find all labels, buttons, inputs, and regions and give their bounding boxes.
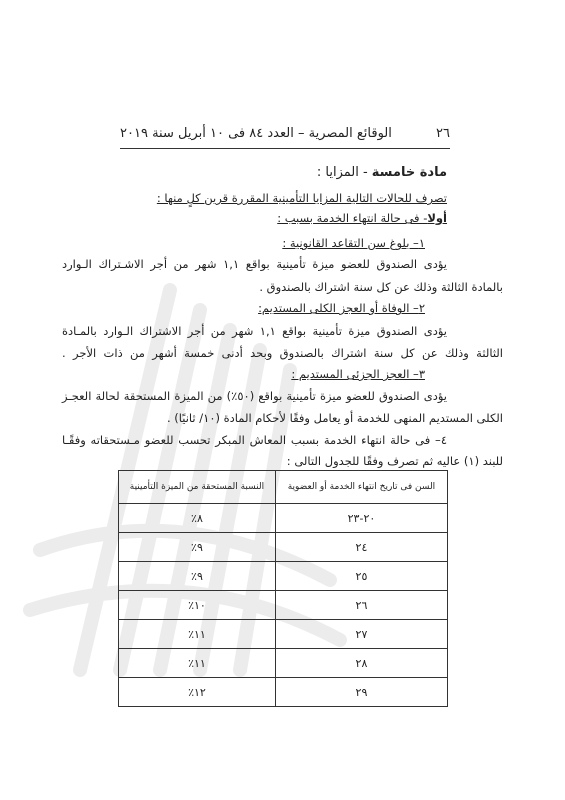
item-3-line-2: الكلى المستديم المنهى للخدمة أو يعامل وفقًا لأحكام المادة (١٠/ ثانيًا) . [166, 411, 503, 425]
item-2-line-1: يؤدى الصندوق ميزة تأمينية بواقع ١,١ شهر من أجر الاشتراك الـوارد بالمـادة [62, 324, 447, 338]
cell-age: ٢٧ [275, 620, 447, 649]
item-1-line-2: بالمادة الثالثة وذلك عن كل سنة اشتراك بالصندوق . [259, 280, 503, 294]
cell-percent: ٩٪ [119, 533, 276, 562]
table-row [119, 591, 448, 620]
table-row [119, 620, 448, 649]
page-header [120, 126, 450, 146]
item-4-line-2: للبند (١) عاليه ثم تصرف وفقًا للجدول التالى : [286, 454, 503, 468]
cell-age: ٢٩ [275, 678, 447, 707]
cell-percent: ٩٪ [119, 562, 276, 591]
table-row [119, 504, 448, 533]
benefit-table [118, 470, 448, 707]
cell-percent: ١١٪ [119, 649, 276, 678]
table-row [119, 678, 448, 707]
item-2-title: ٢– الوفاة أو العجز الكلى المستديم: [258, 301, 425, 315]
table-row [119, 533, 448, 562]
page-number: ٢٦ [436, 126, 450, 141]
section-first-bold: أولا [427, 211, 447, 225]
cell-age: ٢٦ [275, 591, 447, 620]
cell-percent: ٨٪ [119, 504, 276, 533]
article-intro: تصرف للحالات التالية المزايا التأمينية المقررة قرين كلٍ منها : [156, 191, 447, 205]
item-1-line-1: يؤدى الصندوق للعضو ميزة تأمينية بواقع ١,١ شهر من أجر الاشـتراك الـوارد [62, 257, 447, 271]
table-header-row [119, 471, 448, 504]
item-3-title: ٣– العجز الجزئى المستديم : [291, 367, 425, 381]
cell-age: ٢٨ [275, 649, 447, 678]
cell-age: ٢٠-٢٣ [275, 504, 447, 533]
header-age: السن فى تاريخ انتهاء الخدمة أو العضوية [275, 471, 447, 504]
header-rule [120, 148, 450, 149]
cell-age: ٢٤ [275, 533, 447, 562]
header-percent: النسبة المستحقة من الميزة التأمينية [119, 471, 276, 504]
article-heading-rest: - المزايا : [316, 165, 372, 180]
cell-percent: ١٢٪ [119, 678, 276, 707]
item-4-line-1: ٤– فى حالة انتهاء الخدمة بسبب المعاش المبكر تحسب للعضو مـستحقاته وفقًـا [62, 433, 447, 447]
item-3-line-1: يؤدى الصندوق للعضو ميزة تأمينية بواقع (٥٠٪) من الميزة المستحقة لحالة العجـز [62, 389, 447, 403]
gazette-title: الوقائع المصرية – العدد ٨٤ فى ١٠ أبريل سنة ٢٠١٩ [120, 126, 392, 141]
cell-percent: ١٠٪ [119, 591, 276, 620]
article-heading-bold: مادة خامسة [371, 165, 447, 180]
item-2-line-2: الثالثة وذلك عن كل سنة اشتراك بالصندوق وبحد أدنى خمسة أشهر من ذات الأجر . [62, 346, 503, 360]
article-heading [317, 165, 447, 181]
item-1-title: ١– بلوغ سن التقاعد القانونية : [282, 236, 425, 250]
table-row [119, 562, 448, 591]
cell-percent: ١١٪ [119, 620, 276, 649]
section-first [277, 210, 447, 226]
cell-age: ٢٥ [275, 562, 447, 591]
table-row [119, 649, 448, 678]
section-first-rest: - فى حالة انتهاء الخدمة بسبب : [277, 211, 428, 225]
